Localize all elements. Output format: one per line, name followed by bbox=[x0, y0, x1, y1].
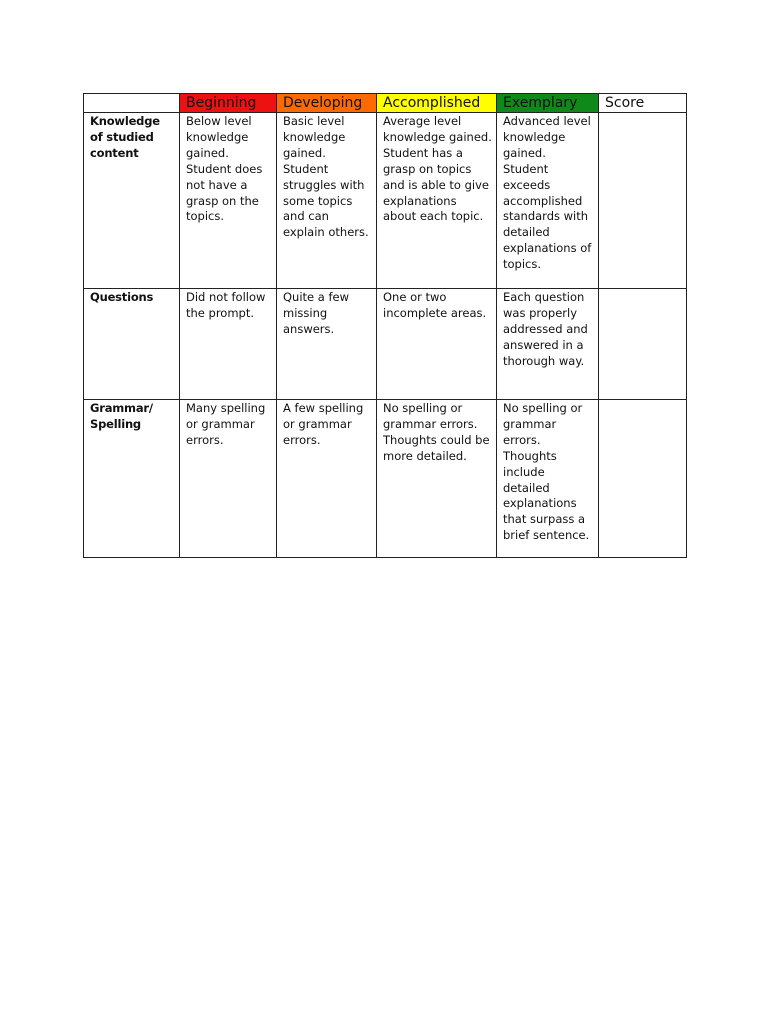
developing-cell: Quite a few missing answers. bbox=[277, 289, 377, 400]
exemplary-cell: No spelling or grammar errors. Thoughts include detailed explanations that surpass a brief sentence. bbox=[497, 400, 599, 558]
header-accomplished: Accomplished bbox=[377, 94, 497, 113]
header-row bbox=[84, 94, 687, 113]
developing-cell: Basic level knowledge gained. Student struggles with some topics and can explain others. bbox=[277, 113, 377, 289]
criterion-cell: Questions bbox=[84, 289, 180, 400]
corner-header bbox=[84, 94, 180, 113]
accomplished-cell: Average level knowledge gained. Student has a grasp on topics and is able to give explanations about each topic. bbox=[377, 113, 497, 289]
row-questions bbox=[84, 289, 687, 400]
exemplary-cell: Each question was properly addressed and answered in a thorough way. bbox=[497, 289, 599, 400]
criterion-cell: Grammar/ Spelling bbox=[84, 400, 180, 558]
score-cell bbox=[599, 400, 687, 558]
header-exemplary: Exemplary bbox=[497, 94, 599, 113]
header-beginning: Beginning bbox=[180, 94, 277, 113]
score-cell bbox=[599, 289, 687, 400]
row-knowledge bbox=[84, 113, 687, 289]
developing-cell: A few spelling or grammar errors. bbox=[277, 400, 377, 558]
beginning-cell: Did not follow the prompt. bbox=[180, 289, 277, 400]
beginning-cell: Below level knowledge gained. Student does not have a grasp on the topics. bbox=[180, 113, 277, 289]
exemplary-cell: Advanced level knowledge gained. Student exceeds accomplished standards with detailed explanations of topics. bbox=[497, 113, 599, 289]
rubric-table bbox=[83, 93, 687, 558]
header-score: Score bbox=[599, 94, 687, 113]
beginning-cell: Many spelling or grammar errors. bbox=[180, 400, 277, 558]
header-developing: Developing bbox=[277, 94, 377, 113]
accomplished-cell: No spelling or grammar errors. Thoughts could be more detailed. bbox=[377, 400, 497, 558]
score-cell bbox=[599, 113, 687, 289]
row-grammar-spelling bbox=[84, 400, 687, 558]
criterion-cell: Knowledge of studied content bbox=[84, 113, 180, 289]
accomplished-cell: One or two incomplete areas. bbox=[377, 289, 497, 400]
